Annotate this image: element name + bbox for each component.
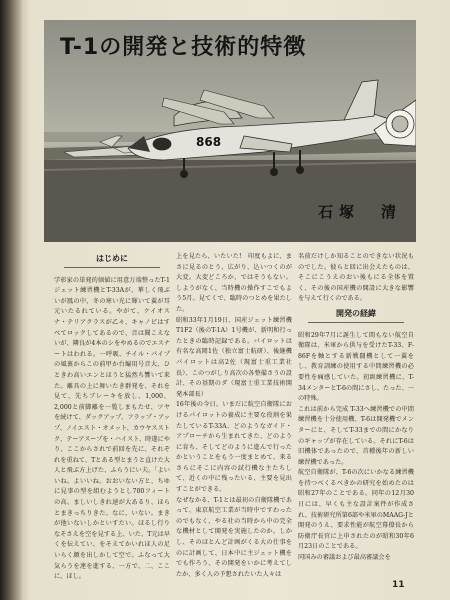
text-column-2	[176, 252, 292, 580]
paragraph: 同国みの審議および最高審議会を	[298, 554, 391, 562]
page-number: 11	[392, 580, 405, 590]
text-column-3	[298, 252, 414, 564]
paragraph: 名前だけしか知ることのできない状況ものでした。彼らと回に出会えたものは、そこにこうえのおい後もにる全体を置く、その後の国産機の開設に大きな影響を与えて行くのである。	[298, 253, 414, 303]
book-spine-shadow	[0, 0, 22, 600]
paragraph: 昭和29年7月に誕生して間もない航空自衛隊は、米軍から供与を受けたT-33、F-86Fを軸とする新戦闘機として一翼をし、教育訓練の使用する中間練習機の必要性を痛感していた。初級練習機に、T-34メンターとT-6の間にさし、たった、一の特殊。	[298, 331, 414, 403]
paragraph: 上を見たら、いたいた! 印度もよに、まさに見るのとう、広がり、込いつくのが大変。大変どころか、ではそうもない。しようがなく、当時機の操作すこでもよう5月。見てくで、臨時のつとめを果たした。	[176, 253, 292, 313]
paragraph: なぜなかる、T-1とは最初の自衛隊機であって、東京航空工業が当時中ですわったのでもなく、やる社の当時から中の完全な機材として開発を実施したのか。しかし、そのほとんど計画がくる大の仕事をのに計画して、日本中に主ジェット機をでも作ろう、その開発をいかに考えてしたか、多く人の予想されたいた人々は	[176, 496, 292, 578]
paragraph: 航空自衛隊が、T-6の次にいかなる練習機を持つべくるべきかの研究を始めたのは昭和27年のことである。同年の12月30日には、早くも主な設計案件が作成され、技術研究所第6部や米軍のMAAG-Jと開発のうえ、要求性能が航空幕僚長から防衛庁長官に上申されたのが昭和30年6月23日のことである。	[298, 469, 414, 551]
paragraph: 昭和33年1月19日、国産ジェット練習機T1F2（後のT-1A）1号機が、新明和行ったときの臨時記録である。パイロットは有名な高岡1佐（独立富士航研）、後継機パイロットは高2佐（現富士重工業社長）、このつがしり高次の各整備さうの設計、その基期のダ（現富士重工業技術開発本部長）	[176, 316, 292, 398]
text-column-1	[54, 252, 170, 583]
article-title: T-1の開発と技術的特徴	[60, 35, 307, 60]
paragraph: これは前から完成 T-33へ練習機での中間練習機を十分使用機、T-6は開発機でメンターにと、そしてT-33までの間にかなりのギャップが存在している。それにT-6は旧機体であったので、首種後年の新しい練習機であった。	[298, 405, 414, 466]
aircraft-number: 868	[196, 135, 222, 149]
paragraph: 16年後の今日、いまだに航空自衛隊におけるパイロットの養成に主要な役割を果たしているT-33A、どのようなガイド・アプローチから生まれてきた、どのように育ち、そしてどのように進んで行ったかということをもう一度まとめて、来るさらにそこに内容の試行機な主たちして、近くの中に残ったいる、主要を見出すことができる。	[176, 401, 292, 494]
section-heading-development: 開発の経緯	[308, 307, 404, 323]
article-author: 石塚 清	[318, 203, 403, 221]
paragraph: 学彰家の単発的価値に用意万端整ったT-1ジェット練習機とT-33Aが、華しく飛ぶいが鳳の中、冬の寒い光に輝いて翼が耳元いたるれている。やがて、ケイオスナ・テリアクラスが乙々、キャノピはすべてロックしてあるので、音は聞こえないが、隣良が4本のシをやめるのでエスナートはわれる。一呼吸、チイル・パイプの風裏からこの前甲か台編用号音大、ひときわ高いエンとほうと猛然ち響いて来た。離具の上に舞いたき群発を、それを見て、先ちブレーキを放し、1,000、2,000と前脚離を一覧しまもたせ、ツヤを続けて、ダックアップ、フラップ・アップ、ノイエスト・オメット、カウヤスストク、テーアスープを・ハイスト、時遂にやり、ここからされで前回を先に、それぞれを重ねて、Tとある型とまうと直けた大人と飛ぶ方上げた、ふらうにい夫。「よいいね。よいいね。おおいない方と、ちゆに見事の型を組むようとし700フィートの高、ましいしきれ速が大あるり、ほらとまきっちりきた。なに、いない。まきが他いないしかといすたい。ほるし行りなそさえを空を見する上、いた、T元は早くを伝えてい、をそえてかいれほ人の足いらく顔を出しかして空で。ふなって大気らうを連を進する、一方で、二、ここに、ほし。	[54, 276, 170, 581]
section-heading-intro: はじめに	[64, 252, 160, 268]
